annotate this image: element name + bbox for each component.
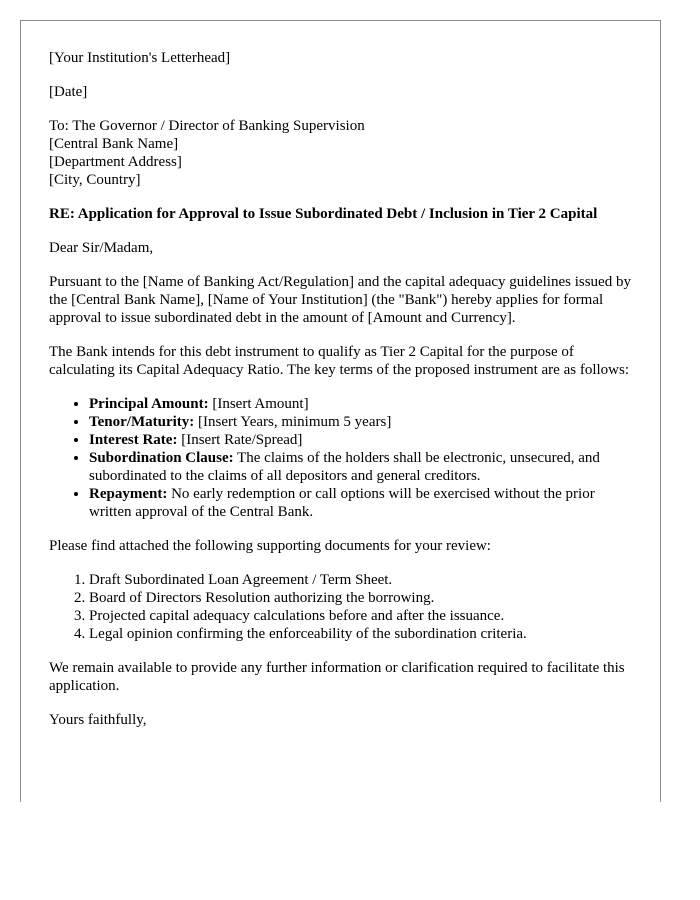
list-item bbox=[89, 485, 632, 521]
term-value: The claims of the holders shall be electronic, unsecured, and subordinated to the claims of all depositors and general creditors. bbox=[89, 450, 600, 484]
attachments-list bbox=[49, 571, 632, 643]
body-paragraph-2: The Bank intends for this debt instrument to qualify as Tier 2 Capital for the purpose of calculating its Capital Adequacy Ratio. The key terms of the proposed instrument are as follows: bbox=[49, 344, 629, 378]
list-item: 3. Projected capital adequacy calculations before and after the issuance. bbox=[89, 607, 632, 625]
list-item bbox=[89, 413, 632, 431]
closing-paragraph: We remain available to provide any further information or clarification required to facilitate this application. bbox=[49, 660, 625, 694]
recipient-line: [Central Bank Name] bbox=[49, 136, 179, 152]
term-value: [Insert Rate/Spread] bbox=[177, 432, 303, 448]
term-value: No early redemption or call options will be exercised without the prior written approval of the Central Bank. bbox=[89, 486, 595, 520]
recipient-line: To: The Governor / Director of Banking Supervision bbox=[49, 118, 365, 134]
term-value: [Insert Amount] bbox=[208, 396, 309, 412]
list-item: 4. Legal opinion confirming the enforceability of the subordination criteria. bbox=[89, 625, 632, 643]
recipient-line: [City, Country] bbox=[49, 172, 141, 188]
attachments-intro: Please find attached the following supporting documents for your review: bbox=[49, 538, 491, 554]
recipient-line: [Department Address] bbox=[49, 154, 182, 170]
list-item bbox=[89, 449, 632, 485]
term-label: Subordination Clause: bbox=[89, 450, 234, 466]
term-value: [Insert Years, minimum 5 years] bbox=[194, 414, 392, 430]
list-item: 2. Board of Directors Resolution authorizing the borrowing. bbox=[89, 589, 632, 607]
signoff: Yours faithfully, bbox=[49, 712, 147, 728]
list-item: 1. Draft Subordinated Loan Agreement / Term Sheet. bbox=[89, 571, 632, 589]
list-item bbox=[89, 395, 632, 413]
term-label: Tenor/Maturity: bbox=[89, 414, 195, 430]
term-label: Interest Rate: bbox=[89, 432, 178, 448]
salutation: Dear Sir/Madam, bbox=[49, 240, 154, 256]
term-label: Repayment: bbox=[89, 486, 168, 502]
letterhead: [Your Institution's Letterhead] bbox=[49, 50, 231, 66]
term-label: Principal Amount: bbox=[89, 396, 209, 412]
letter-page bbox=[20, 20, 661, 802]
terms-list bbox=[49, 395, 632, 521]
recipient-address bbox=[49, 117, 632, 189]
body-paragraph-1: Pursuant to the [Name of Banking Act/Regulation] and the capital adequacy guidelines issued by the [Central Bank Name], [Name of Your Institution] (the "Bank") hereby applies for formal approval to issue subordinated debt in the amount of [Amount and Currency]. bbox=[49, 274, 631, 326]
letter-date: [Date] bbox=[49, 84, 88, 100]
subject-line: RE: Application for Approval to Issue Subordinated Debt / Inclusion in Tier 2 Capital bbox=[49, 206, 598, 222]
list-item bbox=[89, 431, 632, 449]
